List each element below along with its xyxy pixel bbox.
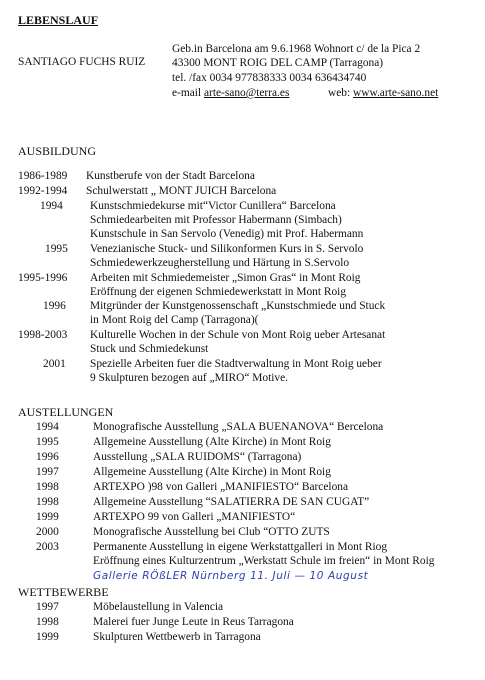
ausstellung-year: 1998 <box>36 496 59 508</box>
address-line-2: 43300 MONT ROIG DEL CAMP (Tarragona) <box>172 57 384 69</box>
person-name: SANTIAGO FUCHS RUIZ <box>18 56 146 68</box>
ausbildung-entry: Schmiedewerkzeugherstellung und Härtung in S.Servolo <box>90 257 350 269</box>
ausbildung-heading: AUSBILDUNG <box>18 144 96 158</box>
ausstellung-entry: Monografische Ausstellung bei Club “OTTO ZUTS <box>93 526 330 538</box>
ausstellungen-heading: AUSTELLUNGEN <box>18 405 114 419</box>
ausbildung-entry: Schulwerstatt „ MONT JUICH Barcelona <box>86 185 277 197</box>
ausstellung-year: 1998 <box>36 481 59 493</box>
ausbildung-entry: Kunstberufe von der Stadt Barcelona <box>86 170 255 182</box>
wettbewerb-entry: Möbelaustellung in Valencia <box>93 601 224 613</box>
ausbildung-entry: Spezielle Arbeiten fuer die Stadtverwaltung in Mont Roig ueber <box>90 358 382 370</box>
ausbildung-year: 1986-1989 <box>18 170 68 182</box>
ausbildung-entry: Eröffnung der eigenen Schmiedewerkstatt in Mont Roig <box>90 286 347 298</box>
ausbildung-entry: Kunstschmiedekurse mit“Victor Cunillera“ Barcelona <box>90 200 336 212</box>
ausbildung-entry: Stuck und Schmiedekunst <box>90 343 209 355</box>
ausstellung-entry: Allgemeine Ausstellung (Alte Kirche) in Mont Roig <box>93 436 331 448</box>
email-link[interactable]: arte-sano@terra.es <box>203 87 290 99</box>
ausbildung-year: 1996 <box>43 300 66 312</box>
ausbildung-entry: Venezianische Stuck- und Silikonformen Kurs in S. Servolo <box>90 243 364 255</box>
wettbewerb-entry: Malerei fuer Junge Leute in Reus Tarragona <box>93 616 294 628</box>
wettbewerb-entry: Skulpturen Wettbewerb in Tarragona <box>93 631 261 643</box>
ausstellung-entry: Allgemeine Ausstellung “SALATIERRA DE SAN CUGAT” <box>93 496 370 508</box>
ausstellung-entry: Allgemeine Ausstellung (Alte Kirche) in Mont Roig <box>93 466 331 478</box>
ausbildung-entry: Mitgründer der Kunstgenossenschaft „Kunstschmiede und Stuck <box>90 300 386 312</box>
ausstellung-entry: Eröffnung eines Kulturzentrum „Werkstatt Schule im freien“ in Mont Roig <box>93 555 435 567</box>
ausstellung-year: 1999 <box>36 511 59 523</box>
phone-line: tel. /fax 0034 977838333 0034 636434740 <box>172 72 367 84</box>
wettbewerb-year: 1997 <box>36 601 59 613</box>
ausbildung-entry: Arbeiten mit Schmiedemeister „Simon Gras“ in Mont Roig <box>90 272 361 284</box>
ausstellung-year: 2003 <box>36 541 59 553</box>
document-title: LEBENSLAUF <box>18 13 99 27</box>
address-line-1: Geb.in Barcelona am 9.6.1968 Wohnort c/ de la Pica 2 <box>172 43 421 55</box>
ausstellung-entry: ARTEXPO 99 von Galleri „MANIFIESTO“ <box>93 511 296 523</box>
ausstellung-year: 1997 <box>36 466 59 478</box>
web-link[interactable]: www.arte-sano.net <box>353 87 439 99</box>
ausstellung-entry: Ausstellung „SALA RUIDOMS“ (Tarragona) <box>93 451 302 463</box>
ausbildung-entry: 9 Skulpturen bezogen auf „MIRO“ Motive. <box>90 372 289 384</box>
ausbildung-year: 1995-1996 <box>18 272 68 284</box>
ausbildung-entry: Schmiedearbeiten mit Professor Habermann (Simbach) <box>90 214 342 226</box>
ausbildung-year: 2001 <box>43 358 66 370</box>
ausstellung-year: 2000 <box>36 526 59 538</box>
ausstellung-year: 1995 <box>36 436 59 448</box>
ausbildung-year: 1994 <box>40 200 63 212</box>
wettbewerb-year: 1999 <box>36 631 59 643</box>
email-line <box>172 86 289 100</box>
email-label: e-mail <box>172 87 202 99</box>
wettbewerbe-heading: WETTBEWERBE <box>18 585 109 599</box>
ausstellung-year: 1996 <box>36 451 59 463</box>
ausstellung-entry: Monografische Ausstellung „SALA BUENANOVA“ Bercelona <box>93 421 384 433</box>
ausstellung-entry: Permanente Ausstellung in eigene Werkstattgalleri in Mont Riog <box>93 541 388 553</box>
web-line <box>328 86 438 100</box>
ausbildung-entry: Kulturelle Wochen in der Schule von Mont Roig ueber Artesanat <box>90 329 386 341</box>
ausbildung-year: 1995 <box>45 243 68 255</box>
ausstellung-year: 1994 <box>36 421 59 433</box>
ausstellung-entry: ARTEXPO )98 von Galleri „MANIFIESTO“ Barcelona <box>93 481 349 493</box>
wettbewerb-year: 1998 <box>36 616 59 628</box>
ausbildung-entry: in Mont Roig del Camp (Tarragona)( <box>90 314 259 326</box>
ausbildung-year: 1992-1994 <box>18 185 68 197</box>
ausbildung-year: 1998-2003 <box>18 329 68 341</box>
handwritten-note: Gallerie RÖßLER Nürnberg 11. Juli — 10 August <box>93 570 369 582</box>
web-label: web: <box>328 87 351 99</box>
ausbildung-entry: Kunstschule in San Servolo (Venedig) mit Prof. Habermann <box>90 228 364 240</box>
